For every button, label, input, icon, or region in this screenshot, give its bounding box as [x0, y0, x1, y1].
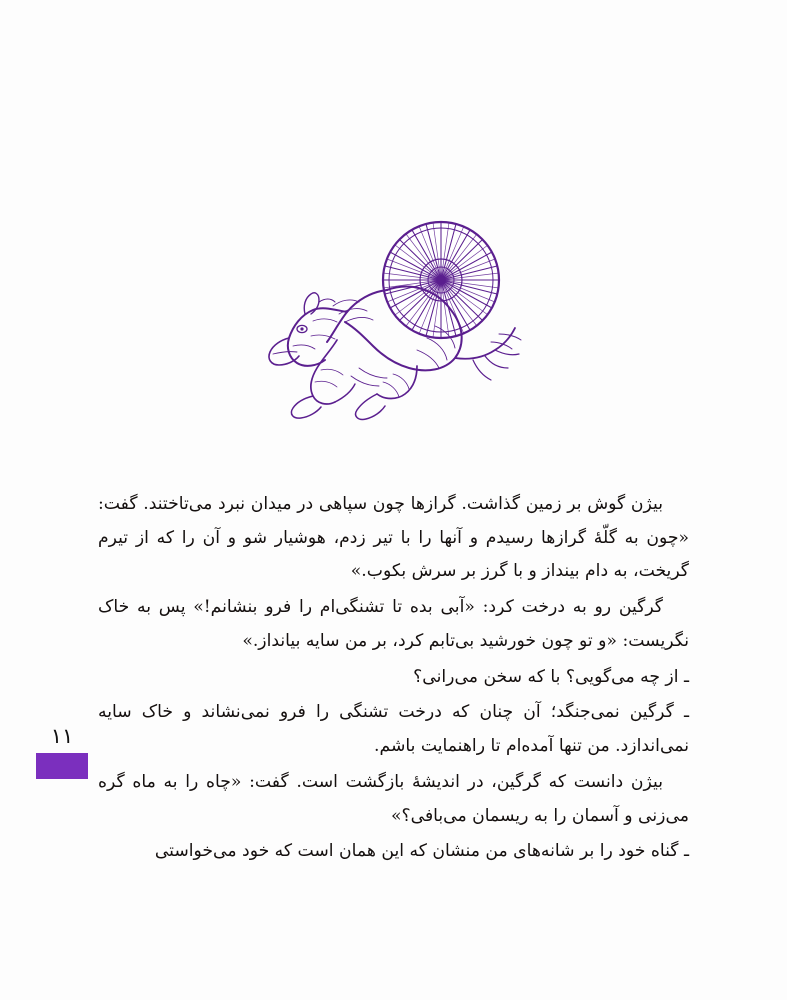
page-number-accent-bar [36, 753, 88, 779]
illustration-container [0, 205, 787, 445]
paragraph: ـ گناه خود را بر شانه‌های من منشان که این همان است که خود می‌خواستی [154, 841, 689, 862]
page-text-body [98, 488, 689, 869]
page-number: ۱۱ [50, 724, 74, 748]
purple-winged-horse-illustration [259, 218, 529, 433]
paragraph: بیژن گوش بر زمین گذاشت. گرازها چون سپاهی در میدان نبرد می‌تاختند. گفت: «چون به گلّهٔ گرازها رسیدم و آنها را با تیر زدم، هوشیار شو و آن را که از تیرم گریخت، به دام بینداز و با گرز بر سرش بکوب.» [98, 494, 689, 582]
paragraph: ـ از چه می‌گویی؟ با که سخن می‌رانی؟ [413, 666, 689, 687]
paragraph: گرگین رو به درخت کرد: «آبی بده تا تشنگی‌ام را فرو بنشانم!» پس به خاک نگریست: «و تو چون خورشید بی‌تابم کرد، بر من سایه بیانداز.» [98, 597, 689, 651]
page-number-block [36, 726, 88, 779]
paragraph: بیژن دانست که گرگین، در اندیشهٔ بازگشت است. گفت: «چاه را به ماه گره می‌زنی و آسمان را به ریسمان می‌بافی؟» [98, 771, 689, 826]
paragraph: ـ گرگین نمی‌جنگد؛ آن چنان که درخت تشنگی را فرو نمی‌نشاند و خاک سایه نمی‌اندازد. من تنها آمده‌ام تا راهنمایت باشم. [98, 702, 689, 757]
